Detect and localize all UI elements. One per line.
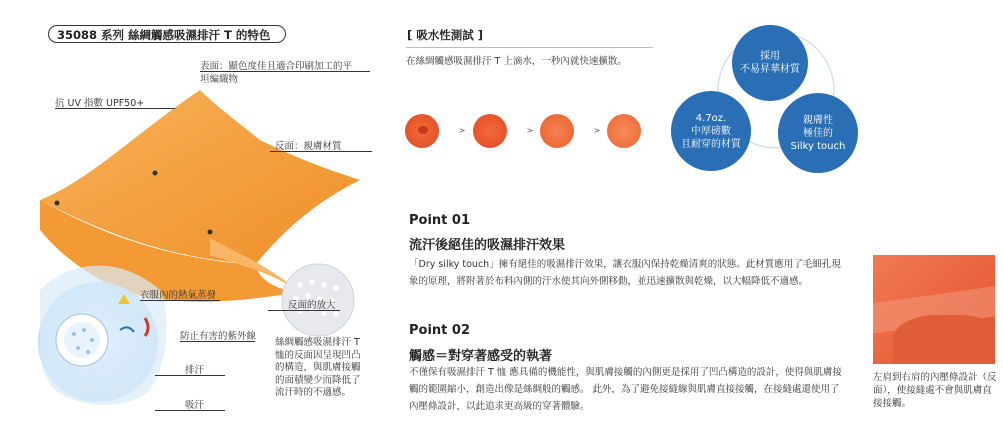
absorb-heading: [ 吸水性測試 ] — [407, 28, 484, 42]
water-drop-stage-4 — [607, 114, 641, 148]
feature-circle-right: 親膚性 極佳的 Silky touch — [778, 93, 858, 173]
water-drop-stage-2 — [473, 114, 507, 148]
point2-label: Point 02 — [409, 323, 471, 338]
divider — [406, 47, 653, 48]
label-uv: 抗 UV 指數 UPF50+ — [55, 98, 145, 109]
water-drop-center — [418, 126, 428, 134]
label-surface: 表面：顯色度佳且適合印刷加工的平坦編織物 — [200, 61, 353, 85]
label-back: 反面：親膚材質 — [275, 141, 342, 152]
label-steam: 衣服內的熱氣蒸發 — [140, 290, 217, 301]
point1-heading: 流汗後絕佳的吸濕排汗效果 — [409, 238, 566, 253]
label-zoom-desc: 絲綢觸感吸濕排汗 T 恤的反面因呈現凹凸的構造，與肌膚接觸的面積變少而降低了流汗時的不適感。 — [275, 337, 361, 398]
label-zoom: 反面的放大 — [288, 300, 336, 311]
feature-circle-left: 4.7oz. 中厚磅數 且耐穿的材質 — [671, 91, 751, 171]
arrow-icon: > — [593, 126, 601, 135]
arrow-icon: > — [458, 126, 466, 135]
label-sweat-out: 排汗 — [185, 365, 205, 376]
point2-body: 不僅保有吸濕排汗 T 恤 應具備的機能性，與肌膚接觸的內側更是採用了凹凸構造的設計，使得與肌膚接觸的範圍縮小，創造出像是絲綢般的觸感。 此外，為了避免接縫線與肌膚直接接觸，在接縫處還使用了內壓條設計，以此追求更高級的穿著體驗。 — [409, 367, 842, 412]
label-uv-block: 防止有害的紫外線 — [180, 331, 257, 342]
shirt-collar-photo — [873, 255, 995, 364]
point2-heading: 觸感＝對穿著感受的執著 — [409, 349, 553, 364]
arrow-icon: > — [526, 126, 534, 135]
water-drop-stage-3 — [540, 114, 574, 148]
photo-caption: 左肩到右肩的內壓條設計（反面），使接縫處不會與肌膚直接接觸。 — [873, 372, 997, 409]
absorb-desc: 在絲綢觸感吸濕排汗 T 上滴水，一秒內就快速擴散。 — [406, 56, 627, 67]
point1-body: 「Dry silky touch」擁有絕佳的吸濕排汗效果，讓衣服內保持乾燥清爽的狀態。此材質應用了毛細孔現象的原理，將附著於布料內側的汗水使其向外側移動，並迅速擴散與乾燥，以大幅降低不適感。 — [409, 259, 841, 287]
feature-circle-top: 採用 不易昇華材質 — [732, 25, 808, 101]
point1-label: Point 01 — [409, 213, 471, 228]
page-title: 35088 系列 絲綢觸感吸濕排汗 T 的特色 — [48, 25, 286, 43]
label-sweat-absorb: 吸汗 — [185, 400, 205, 411]
